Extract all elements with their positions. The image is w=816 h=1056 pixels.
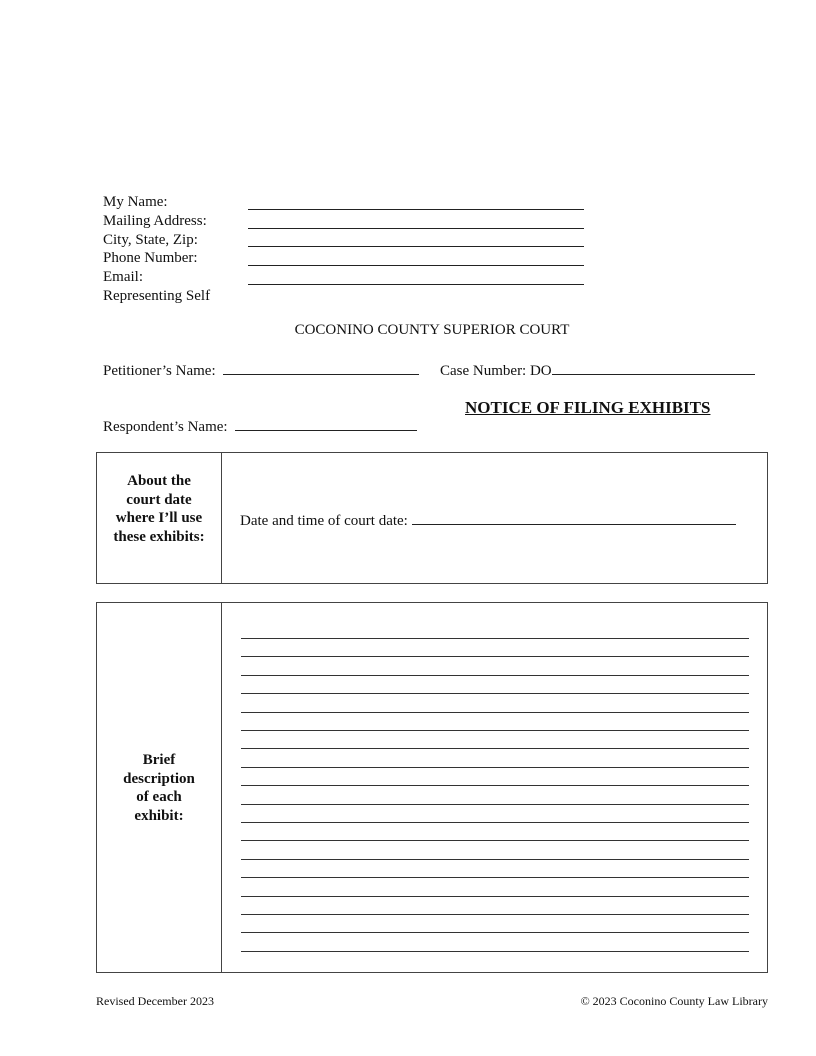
court-date-field[interactable] bbox=[412, 510, 736, 525]
document-title: NOTICE OF FILING EXHIBITS bbox=[465, 398, 711, 417]
email-label: Email: bbox=[103, 269, 143, 285]
exhibit-description-line[interactable] bbox=[241, 914, 749, 915]
exhibit-description-line[interactable] bbox=[241, 877, 749, 878]
court-title: COCONINO COUNTY SUPERIOR COURT bbox=[294, 322, 570, 338]
respondent-name-field[interactable] bbox=[235, 416, 417, 431]
exhibit-description-line[interactable] bbox=[241, 675, 749, 676]
exhibit-description-line[interactable] bbox=[241, 785, 749, 786]
petitioner-name-field[interactable] bbox=[223, 360, 419, 375]
court-date-section-label: About the court date where I’ll use these exhibits: bbox=[113, 473, 205, 545]
mailing-address-field[interactable] bbox=[248, 228, 584, 229]
exhibit-description-line[interactable] bbox=[241, 951, 749, 952]
respondent-label: Respondent’s Name: bbox=[103, 419, 228, 435]
exhibit-description-line[interactable] bbox=[241, 859, 749, 860]
court-date-label: Date and time of court date: bbox=[240, 513, 408, 529]
footer-revised: Revised December 2023 bbox=[96, 994, 214, 1008]
my-name-label: My Name: bbox=[103, 194, 168, 210]
exhibit-description-line[interactable] bbox=[241, 804, 749, 805]
exhibit-description-line[interactable] bbox=[241, 748, 749, 749]
case-number-row bbox=[440, 360, 755, 380]
representing-self-text: Representing Self bbox=[103, 288, 211, 304]
city-state-zip-label: City, State, Zip: bbox=[103, 232, 198, 248]
footer-copyright: © 2023 Coconino County Law Library bbox=[580, 994, 768, 1008]
exhibit-description-line[interactable] bbox=[241, 767, 749, 768]
court-date-box bbox=[96, 452, 768, 584]
exhibits-box bbox=[96, 602, 768, 973]
city-state-zip-field[interactable] bbox=[248, 246, 584, 247]
exhibits-box-divider bbox=[221, 603, 222, 972]
case-number-label: Case Number: DO bbox=[440, 363, 552, 379]
exhibit-description-line[interactable] bbox=[241, 656, 749, 657]
exhibit-description-line[interactable] bbox=[241, 693, 749, 694]
mailing-address-label: Mailing Address: bbox=[103, 213, 207, 229]
petitioner-row bbox=[103, 360, 419, 380]
exhibits-section-label: Brief description of each exhibit: bbox=[123, 752, 195, 824]
my-name-field[interactable] bbox=[248, 209, 584, 210]
phone-number-field[interactable] bbox=[248, 265, 584, 266]
court-date-box-divider bbox=[221, 453, 222, 583]
exhibit-description-line[interactable] bbox=[241, 822, 749, 823]
exhibit-description-line[interactable] bbox=[241, 730, 749, 731]
petitioner-label: Petitioner’s Name: bbox=[103, 363, 216, 379]
court-date-row bbox=[240, 510, 736, 530]
exhibit-description-line[interactable] bbox=[241, 638, 749, 639]
exhibit-description-line[interactable] bbox=[241, 712, 749, 713]
exhibit-description-line[interactable] bbox=[241, 896, 749, 897]
exhibit-description-line[interactable] bbox=[241, 840, 749, 841]
email-field[interactable] bbox=[248, 284, 584, 285]
exhibit-description-line[interactable] bbox=[241, 932, 749, 933]
phone-number-label: Phone Number: bbox=[103, 250, 198, 266]
case-number-field[interactable] bbox=[552, 360, 755, 375]
respondent-row bbox=[103, 416, 417, 436]
